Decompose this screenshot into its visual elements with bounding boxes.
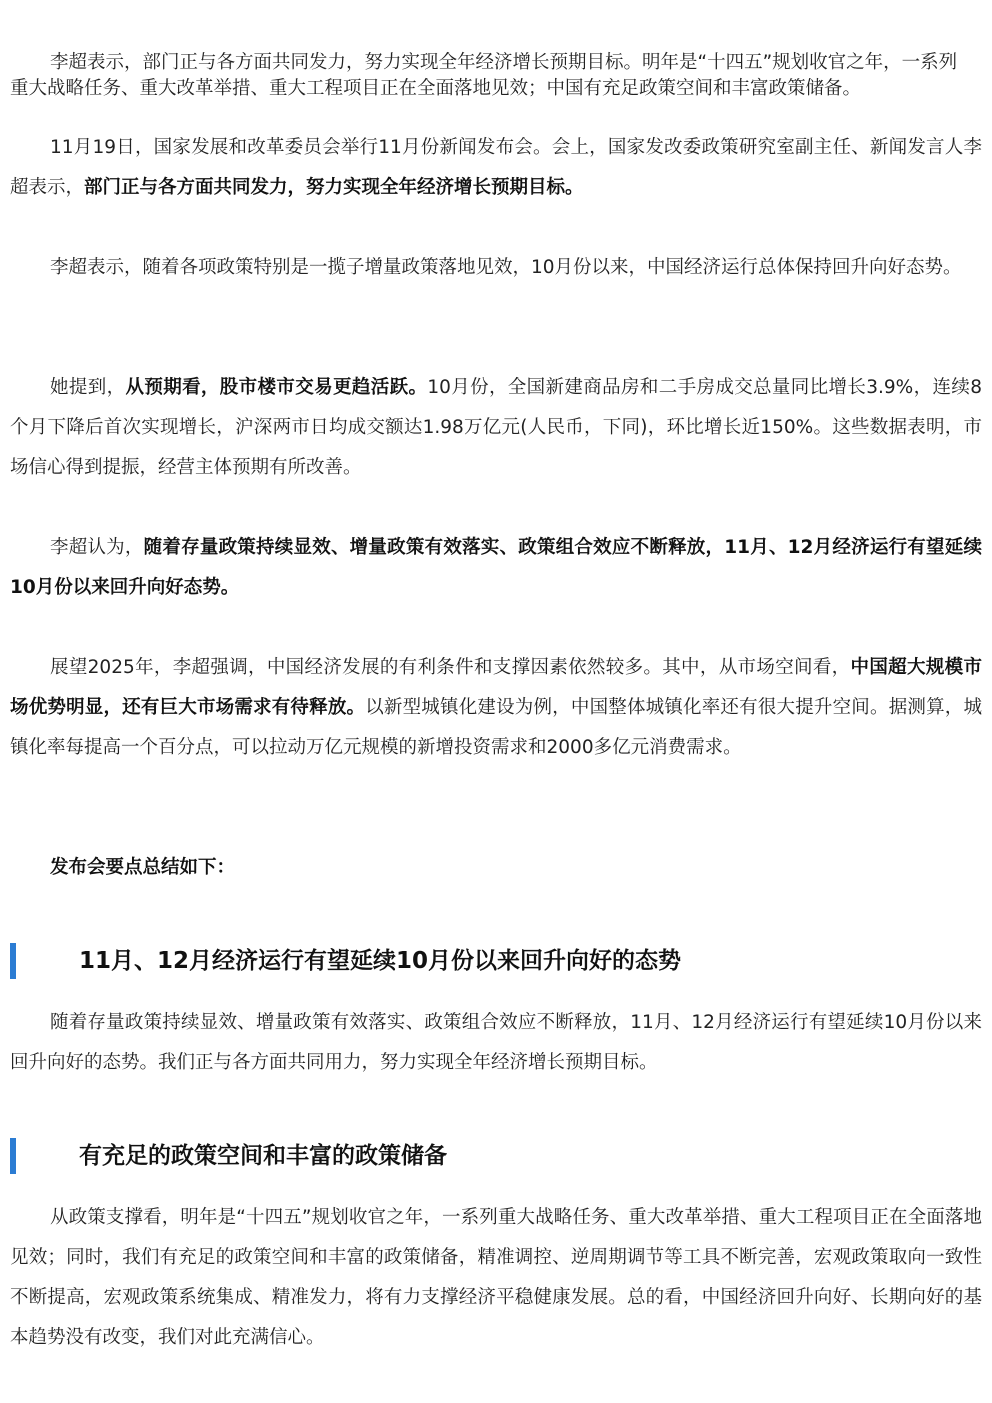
section-1-body: 随着存量政策持续显效、增量政策有效落实、政策组合效应不断释放，11月、12月经济运行有望延续10月份以来回升向好的态势。我们正与各方面共同用力，努力实现全年经济增长预期目标。: [10, 1012, 982, 1073]
paragraph-text: 她提到，: [50, 377, 126, 398]
paragraph-text: 11月19日，国家发展和改革委员会举行11月份新闻发布会。会上，国家发改委政策研究室副主任、新闻发言人李超表示，: [10, 137, 982, 198]
paragraph-text: 10月份，全国新建商品房和二手房成交总量同比增长3.9%，连续8个月下降后首次实现增长，沪深两市日均成交额达1.98万亿元(人民币，下同)，环比增长近150%。这些数据表明，市场信心得到提振，经营主体预期有所改善。: [10, 377, 982, 478]
paragraph-text: 展望2025年，李超强调，中国经济发展的有利条件和支撑因素依然较多。其中，从市场空间看，: [50, 657, 851, 678]
section-2-body: 从政策支撑看，明年是“十四五”规划收官之年，一系列重大战略任务、重大改革举措、重大工程项目正在全面落地见效；同时，我们有充足的政策空间和丰富的政策储备，精准调控、逆周期调节等工具不断完善，宏观政策取向一致性不断提高，宏观政策系统集成、精准发力，将有力支撑经济平稳健康发展。总的看，中国经济回升向好、长期向好的基本趋势没有改变，我们对此充满信心。: [10, 1207, 982, 1348]
article-summary: 李超表示，部门正与各方面共同发力，努力实现全年经济增长预期目标。明年是“十四五”规划收官之年，一系列重大战略任务、重大改革举措、重大工程项目正在全面落地见效；中国有充足政策空间和丰富政策储备。: [10, 52, 958, 99]
paragraph-outlook: [10, 528, 982, 608]
section-accent-bar: [10, 1138, 16, 1174]
section-title: 11月、12月经济运行有望延续10月份以来回升向好的态势: [79, 948, 682, 974]
paragraph-highlight: 发布会要点总结如下：: [50, 857, 236, 878]
section-accent-bar: [10, 943, 16, 979]
paragraph-text: 李超认为，: [50, 537, 144, 558]
section-title: 有充足的政策空间和丰富的政策储备: [79, 1143, 447, 1169]
paragraph-highlight: 随着存量政策持续显效、增量政策有效落实、政策组合效应不断释放，11月、12月经济运行有望延续10月份以来回升向好态势。: [10, 537, 982, 598]
paragraph-economy-trend: 李超表示，随着各项政策特别是一揽子增量政策落地见效，10月份以来，中国经济运行总体保持回升向好态势。: [50, 257, 962, 278]
section-heading-1: [10, 943, 982, 979]
paragraph-highlight: 从预期看，股市楼市交易更趋活跃。: [125, 377, 428, 398]
paragraph-text: 以新型城镇化建设为例，中国整体城镇化率还有很大提升空间。据测算，城镇化率每提高一个百分点，可以拉动万亿元规模的新增投资需求和2000多亿元消费需求。: [10, 697, 982, 758]
paragraph-intro: [10, 128, 982, 208]
section-heading-2: [10, 1138, 982, 1174]
paragraph-2025-outlook: [10, 648, 982, 768]
paragraph-summary-lead: [10, 848, 982, 888]
paragraph-market-expectation: [10, 368, 982, 488]
paragraph-highlight: 中国超大规模市场优势明显，还有巨大市场需求有待释放。: [10, 657, 982, 718]
paragraph-highlight: 部门正与各方面共同发力，努力实现全年经济增长预期目标。: [84, 177, 584, 198]
